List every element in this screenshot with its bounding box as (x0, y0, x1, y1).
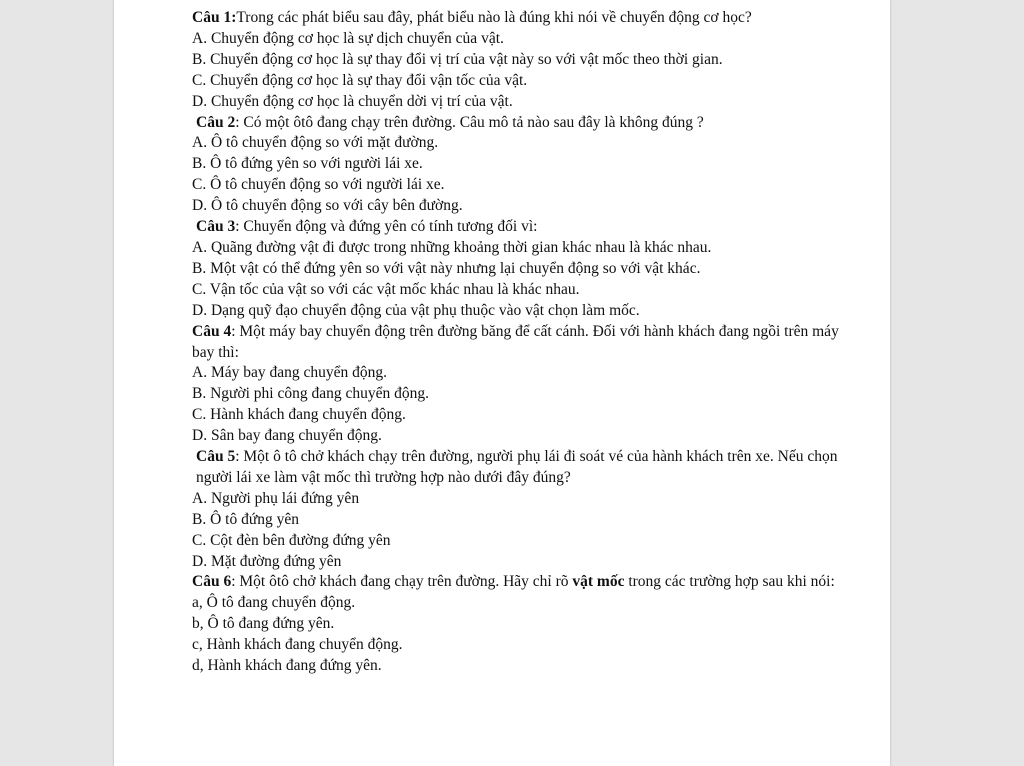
question-4-option-c: C. Hành khách đang chuyển động. (192, 406, 406, 424)
question-1-option-d: D. Chuyển động cơ học là chuyển dời vị trí của vật. (192, 92, 513, 110)
question-2-option-a: A. Ô tô chuyển động so với mặt đường. (192, 134, 439, 152)
question-2-number: Câu 2 (196, 113, 236, 131)
question-6-text-bold: vật mốc (572, 573, 625, 591)
document-page[interactable] (114, 0, 890, 766)
question-6 (192, 572, 842, 677)
question-4-option-d: D. Sân bay đang chuyển động. (192, 427, 382, 445)
question-2-stem (192, 113, 842, 134)
question-1-stem (192, 8, 842, 29)
question-1-option-a: A. Chuyển động cơ học là sự dịch chuyển của vật. (192, 29, 504, 47)
document-content (192, 8, 842, 677)
question-5-stem (192, 447, 842, 489)
question-5-option-a: A. Người phụ lái đứng yên (192, 489, 360, 507)
question-4-stem (192, 322, 842, 364)
question-6-text-before: : Một ôtô chở khách đang chạy trên đường. Hãy chỉ rõ (231, 573, 573, 591)
question-3-option-d: D. Dạng quỹ đạo chuyển động của vật phụ thuộc vào vật chọn làm mốc. (192, 301, 640, 319)
question-5-text: : Một ô tô chở khách chạy trên đường, người phụ lái đi soát vé của hành khách trên xe. Nếu chọn người lái xe làm vật mốc thì trường hợp nào dưới đây đúng? (196, 448, 838, 486)
question-2-option-b: B. Ô tô đứng yên so với người lái xe. (192, 155, 423, 173)
question-5-option-c: C. Cột đèn bên đường đứng yên (192, 531, 391, 549)
question-6-option-d: d, Hành khách đang đứng yên. (192, 657, 382, 675)
question-6-option-a: a, Ô tô đang chuyển động. (192, 594, 356, 612)
question-5 (192, 447, 842, 572)
question-1-text: Trong các phát biểu sau đây, phát biểu nào là đúng khi nói về chuyển động cơ học? (236, 9, 752, 26)
question-6-number: Câu 6 (192, 573, 232, 591)
question-4-option-b: B. Người phi công đang chuyển động. (192, 385, 430, 403)
question-4-number: Câu 4 (192, 322, 232, 340)
question-6-option-b: b, Ô tô đang đứng yên. (192, 615, 335, 633)
question-6-text-after: trong các trường hợp sau khi nói: (624, 573, 835, 591)
question-5-option-d: D. Mặt đường đứng yên (192, 552, 342, 570)
question-3-option-c: C. Vận tốc của vật so với các vật mốc khác nhau là khác nhau. (192, 280, 580, 298)
question-1-number: Câu 1: (192, 9, 237, 26)
question-3-number: Câu 3 (196, 218, 236, 236)
question-5-option-b: B. Ô tô đứng yên (192, 510, 299, 528)
question-2-option-c: C. Ô tô chuyển động so với người lái xe. (192, 176, 445, 194)
question-3-text: : Chuyển động và đứng yên có tính tương đối vì: (235, 218, 538, 236)
question-2-option-d: D. Ô tô chuyển động so với cây bên đường. (192, 197, 463, 215)
question-2 (192, 113, 842, 218)
question-3 (192, 217, 842, 322)
question-3-option-b: B. Một vật có thể đứng yên so với vật này nhưng lại chuyển động so với vật khác. (192, 259, 701, 277)
question-2-text: : Có một ôtô đang chạy trên đường. Câu mô tả nào sau đây là không đúng ? (235, 113, 704, 131)
question-3-option-a: A. Quãng đường vật đi được trong những khoảng thời gian khác nhau là khác nhau. (192, 238, 712, 256)
question-1-option-c: C. Chuyển động cơ học là sự thay đổi vận tốc của vật. (192, 71, 528, 89)
question-4 (192, 322, 842, 447)
question-6-option-c: c, Hành khách đang chuyển động. (192, 636, 403, 654)
question-5-number: Câu 5 (196, 448, 236, 466)
question-4-option-a: A. Máy bay đang chuyển động. (192, 364, 387, 382)
question-1-option-b: B. Chuyển động cơ học là sự thay đổi vị trí của vật này so với vật mốc theo thời gian. (192, 50, 723, 68)
question-1 (192, 8, 842, 113)
question-6-stem (192, 572, 842, 593)
question-3-stem (192, 217, 842, 238)
question-4-text: : Một máy bay chuyển động trên đường băng để cất cánh. Đối với hành khách đang ngồi trên máy bay thì: (192, 322, 839, 361)
